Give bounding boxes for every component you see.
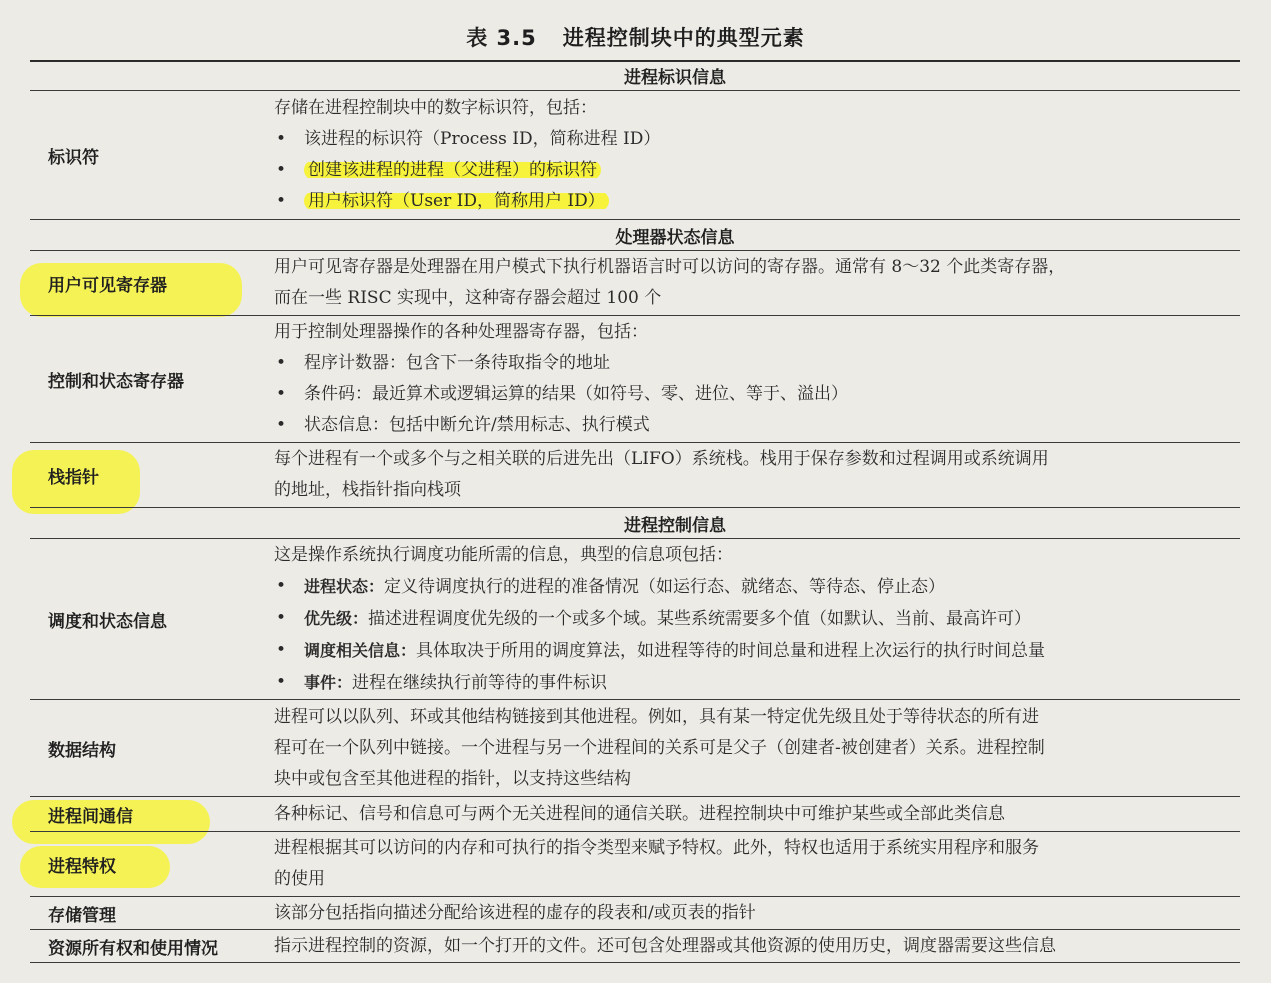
row-content <box>270 316 1240 443</box>
row-text-line: 块中或包含至其他进程的指针，以支持这些结构 <box>274 768 631 789</box>
row-intro: 用于控制处理器操作的各种处理器寄存器，包括： <box>274 322 648 342</box>
item-term: 事件： <box>304 672 353 692</box>
row-text-line: 进程可以以队列、环或其他结构链接到其他进程。例如，具有某一特定优先级且处于等待状态的所有进 <box>274 706 1039 727</box>
section-processor-state: 处理器状态信息 <box>30 220 1240 251</box>
list-item: • 该进程的标识符（Process ID，简称进程 ID） <box>274 124 1240 155</box>
row-content <box>270 797 1240 832</box>
list-item <box>274 571 1240 603</box>
row-label: 栈指针 <box>30 443 270 508</box>
row-text-line: 用户可见寄存器是处理器在用户模式下执行机器语言时可以访问的寄存器。通常有 8～32 个此类寄存器， <box>274 257 1066 277</box>
table-row <box>30 930 1240 963</box>
table-row <box>30 91 1240 220</box>
section-header-row <box>30 508 1240 539</box>
row-label: 用户可见寄存器 <box>30 251 270 316</box>
row-label: 控制和状态寄存器 <box>30 316 270 443</box>
table-row <box>30 316 1240 443</box>
section-control: 进程控制信息 <box>30 508 1240 539</box>
item-desc: 定义待调度执行的进程的准备情况（如运行态、就绪态、等待态、停止态） <box>384 576 946 597</box>
row-intro: 存储在进程控制块中的数字标识符，包括： <box>274 98 597 118</box>
row-content <box>270 897 1240 930</box>
item-desc: 具体取决于所用的调度算法，如进程等待的时间总量和进程上次运行的执行时间总量 <box>416 640 1046 661</box>
table-row <box>30 443 1240 508</box>
row-text-line: 该部分包括指向描述分配给该进程的虚存的段表和/或页表的指针 <box>274 902 756 923</box>
row-text-line: 的地址，栈指针指向栈项 <box>274 480 461 500</box>
row-label: 标识符 <box>30 91 270 220</box>
item-term: 优先级： <box>304 608 369 628</box>
row-content <box>270 930 1240 963</box>
table-title <box>0 22 1271 52</box>
item-desc: 进程在继续执行前等待的事件标识 <box>352 672 608 693</box>
table-row <box>30 797 1240 832</box>
row-label: 进程间通信 <box>30 797 270 832</box>
row-label: 资源所有权和使用情况 <box>30 930 270 963</box>
row-content <box>270 832 1240 897</box>
list-item: • 条件码：最近算术或逻辑运算的结果（如符号、零、进位、等于、溢出） <box>274 379 1240 410</box>
section-header-row <box>30 60 1240 91</box>
row-content <box>270 91 1240 220</box>
row-content <box>270 700 1240 797</box>
row-text-line: 进程根据其可以访问的内存和可执行的指令类型来赋予特权。此外，特权也适用于系统实用程序和服务 <box>274 838 1039 858</box>
bullet-list <box>274 124 1240 217</box>
list-item <box>274 155 1240 186</box>
row-content <box>270 251 1240 316</box>
highlighted-text: 用户标识符（User ID，简称用户 ID） <box>304 191 609 211</box>
table-caption: 进程控制块中的典型元素 <box>562 26 805 50</box>
table-row <box>30 897 1240 930</box>
item-term: 调度相关信息： <box>304 640 417 660</box>
item-term: 进程状态： <box>304 576 385 596</box>
list-item <box>274 186 1240 217</box>
table-row <box>30 539 1240 700</box>
row-label: 存储管理 <box>30 897 270 930</box>
row-text-line: 指示进程控制的资源，如一个打开的文件。还可包含处理器或其他资源的使用历史，调度器需要这些信息 <box>274 935 1056 956</box>
section-header-row <box>30 220 1240 251</box>
row-text-line: 程可在一个队列中链接。一个进程与另一个进程间的关系可是父子（创建者-被创建者）关系。进程控制 <box>274 737 1045 758</box>
row-intro: 这是操作系统执行调度功能所需的信息，典型的信息项包括： <box>274 544 733 565</box>
table-row <box>30 832 1240 897</box>
row-label: 数据结构 <box>30 700 270 797</box>
table-row <box>30 251 1240 316</box>
list-item <box>274 667 1240 699</box>
table-row <box>30 700 1240 797</box>
list-item: • 状态信息：包括中断允许/禁用标志、执行模式 <box>274 410 1240 441</box>
row-text-line: 的使用 <box>274 869 325 889</box>
pcb-elements-table <box>30 60 1240 963</box>
row-content <box>270 443 1240 508</box>
bullet-list <box>274 571 1240 699</box>
bullet-list <box>274 348 1240 441</box>
section-identification: 进程标识信息 <box>30 60 1240 91</box>
list-item: • 程序计数器：包含下一条待取指令的地址 <box>274 348 1240 379</box>
row-text-line: 而在一些 RISC 实现中，这种寄存器会超过 100 个 <box>274 288 662 308</box>
row-text-line: 各种标记、信号和信息可与两个无关进程间的通信关联。进程控制块中可维护某些或全部此类信息 <box>274 803 1005 824</box>
highlighted-text: 创建该进程的进程（父进程）的标识符 <box>304 160 601 180</box>
list-item <box>274 635 1240 667</box>
list-item <box>274 603 1240 635</box>
row-content <box>270 539 1240 700</box>
table-number: 表 3.5 <box>466 26 537 50</box>
row-text-line: 每个进程有一个或多个与之相关联的后进先出（LIFO）系统栈。栈用于保存参数和过程调用或系统调用 <box>274 449 1049 469</box>
row-label: 调度和状态信息 <box>30 539 270 700</box>
row-label: 进程特权 <box>30 832 270 897</box>
item-desc: 描述进程调度优先级的一个或多个域。某些系统需要多个值（如默认、当前、最高许可） <box>368 608 1032 629</box>
